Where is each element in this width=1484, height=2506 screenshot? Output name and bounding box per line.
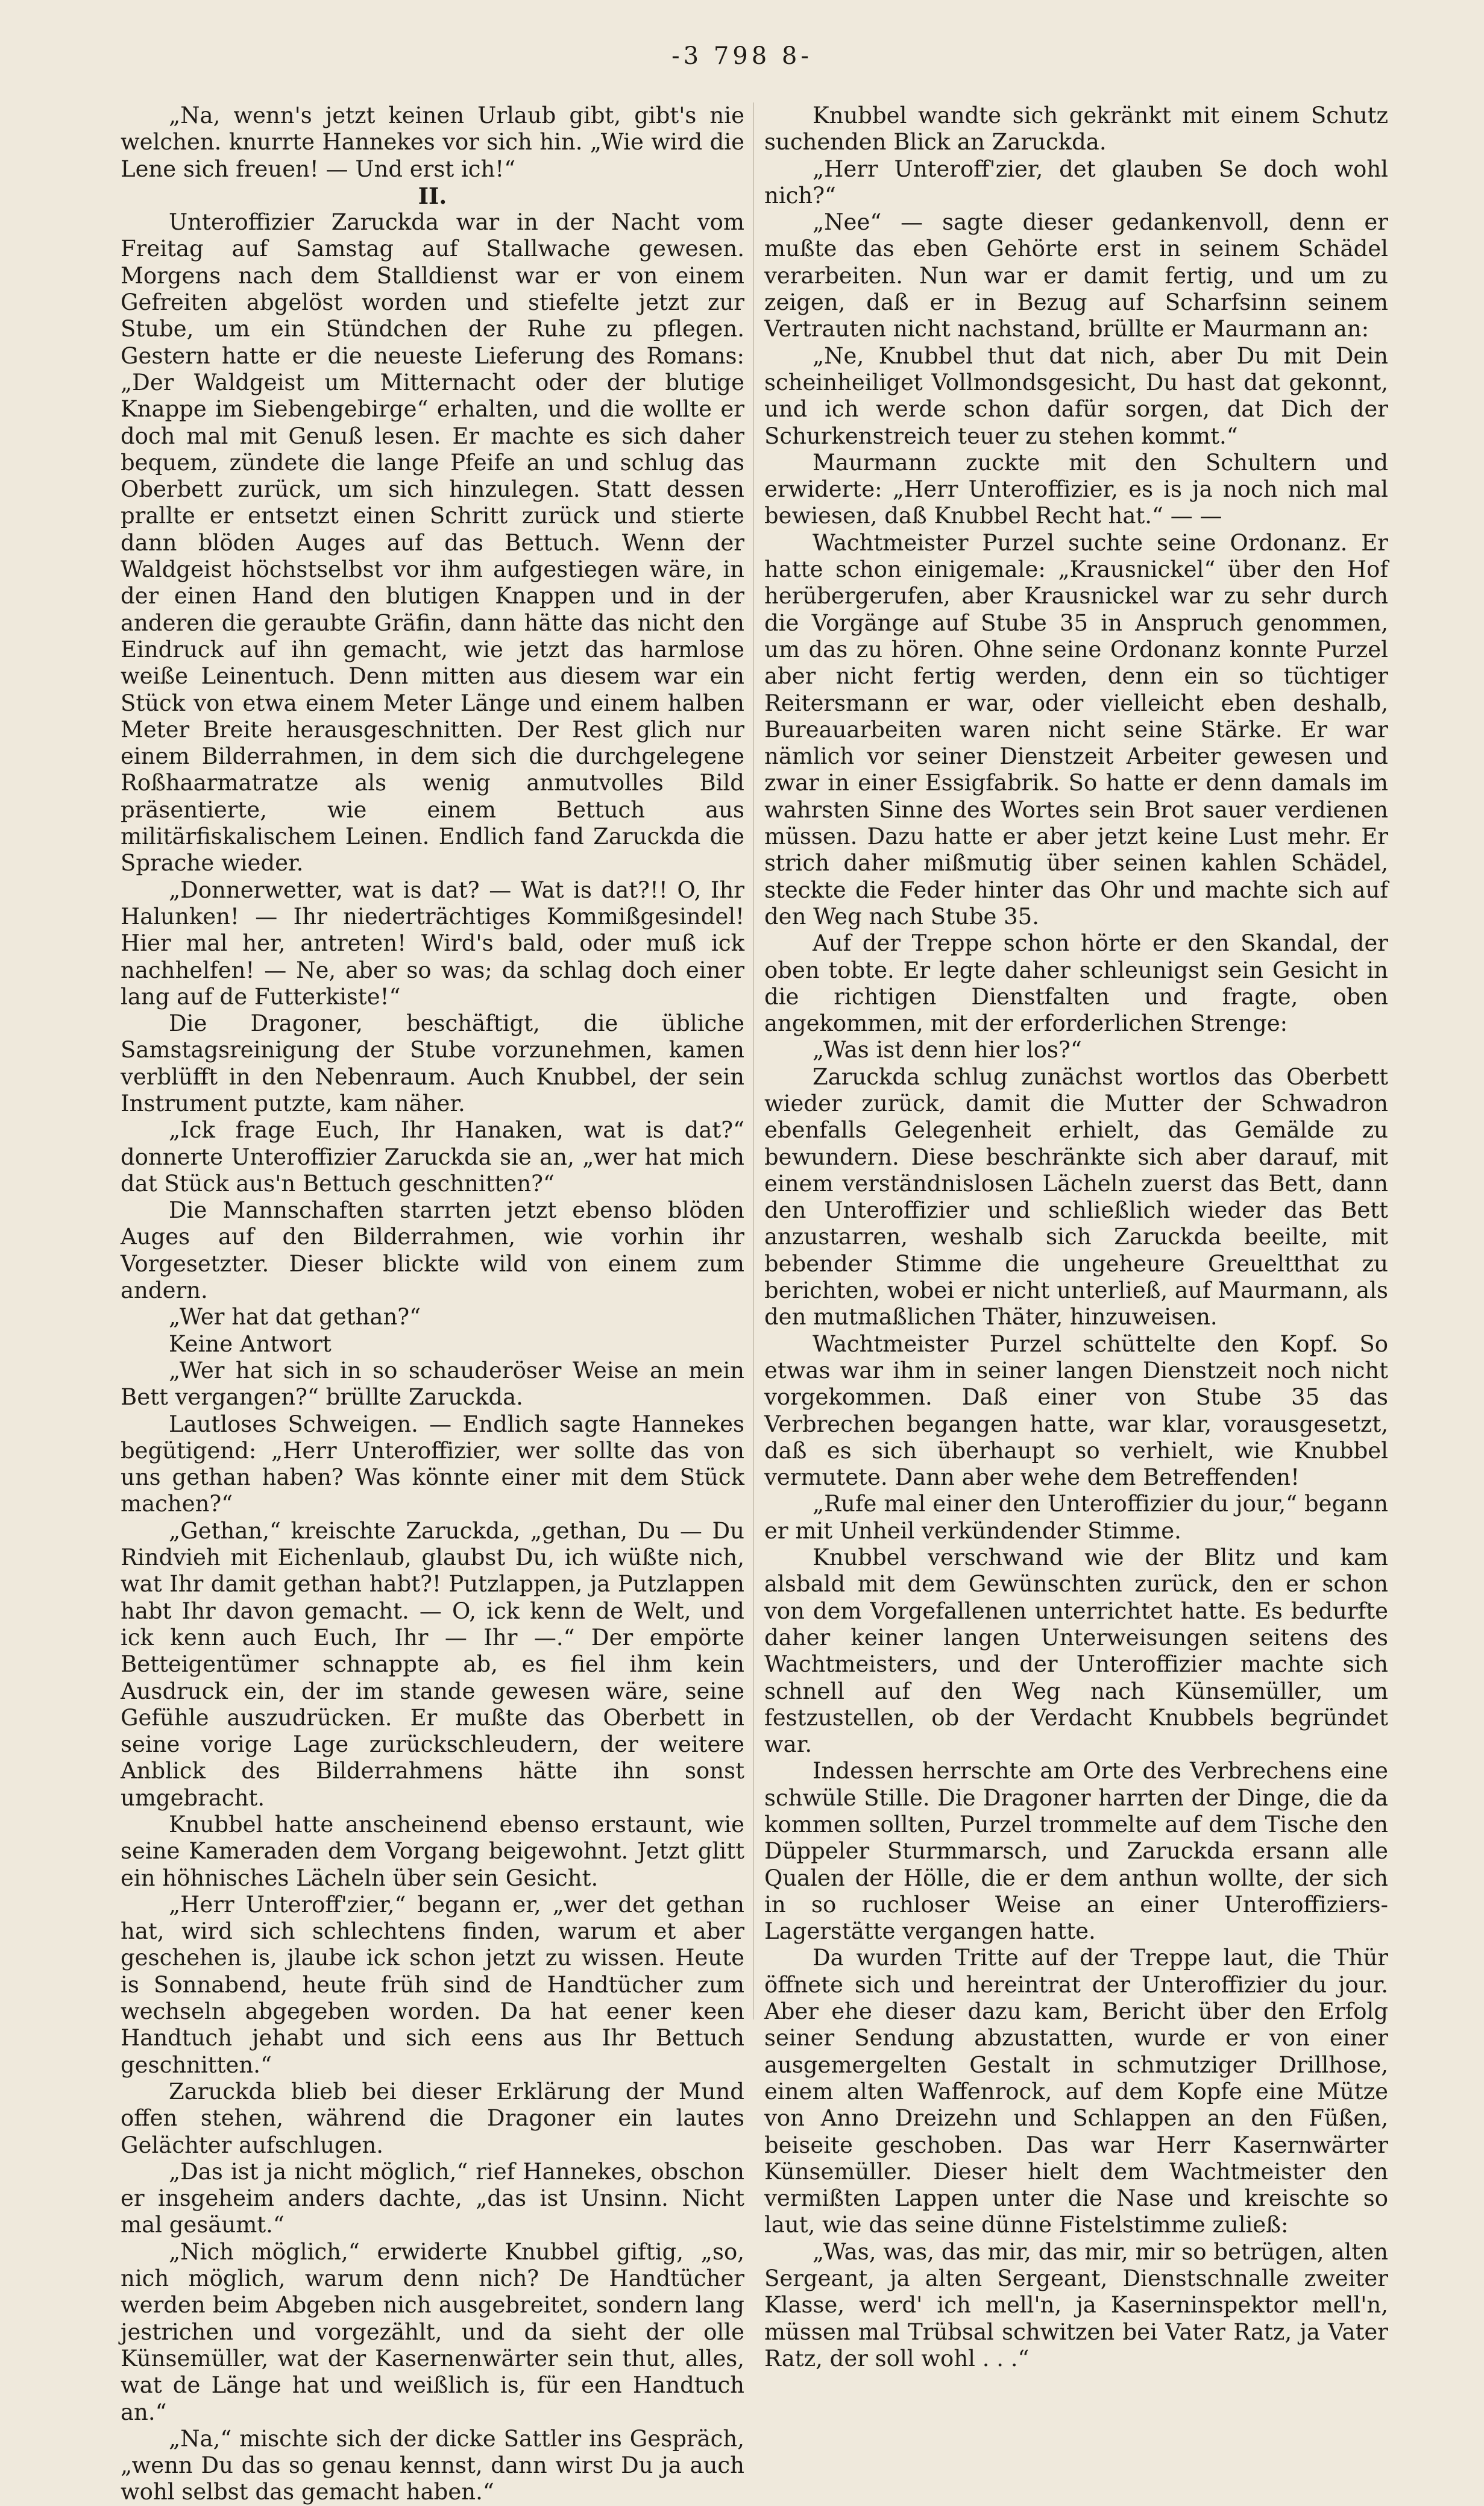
paragraph: „Gethan,“ kreischte Zaruckda, „gethan, Du — Du Rindvieh mit Eichenlaub, glaubst Du, ich wüßte nich, wat Ihr damit gethan habt?! Putzlappen, ja Putzlappen habt Ihr davon gemacht. — O, ick kenn de Welt, und ick kenn auch Euch, Ihr — Ihr —.“ Der empörte Betteigentümer schnappte ab, es fiel ihm kein Ausdruck ein, der im stande gewesen wäre, seine Gefühle auszudrücken. Er mußte das Oberbett in seine vorige Lage zurückschleudern, der weitere Anblick des Bilderrahmens hätte ihn sonst umgebracht. bbox=[121, 1517, 744, 1811]
paragraph: „Nee“ — sagte dieser gedankenvoll, denn er mußte das eben Gehörte erst in seinem Schädel verarbeiten. Nun war er damit fertig, und um zu zeigen, daß er in Bezug auf Scharfsinn seinem Vertrauten nicht nachstand, brüllte er Maurmann an: bbox=[764, 209, 1388, 342]
paragraph: „Rufe mal einer den Unteroffizier du jour,“ begann er mit Unheil verkündender Stimme. bbox=[764, 1491, 1388, 1544]
paragraph: Maurmann zuckte mit den Schultern und erwiderte: „Herr Unteroffizier, es is ja noch nich mal bewiesen, daß Knubbel Recht hat.“ — — bbox=[764, 449, 1388, 529]
paragraph: Die Dragoner, beschäftigt, die übliche Samstagsreinigung der Stube vorzunehmen, kamen verblüfft in den Nebenraum. Auch Knubbel, der sein Instrument putzte, kam näher. bbox=[121, 1010, 744, 1116]
paragraph: Wachtmeister Purzel suchte seine Ordonanz. Er hatte schon einigemale: „Krausnickel“ über den Hof herübergerufen, aber Krausnickel war zu sehr durch die Vorgänge auf Stube 35 in Anspruch genommen, um das zu hören. Ohne seine Ordonanz konnte Purzel aber nicht fertig werden, denn ein so tüchtiger Reitersmann er war, oder vielleicht eben deshalb, Bureauarbeiten waren nicht seine Stärke. Er war nämlich vor seiner Dienstzeit Arbeiter gewesen und zwar in einer Essigfabrik. So hatte er denn damals im wahrsten Sinne des Wortes sein Brot sauer verdienen müssen. Dazu hatte er aber jetzt keine Lust mehr. Er strich daher mißmutig über seinen kahlen Schädel, steckte die Feder hinter das Ohr und machte sich auf den Weg nach Stube 35. bbox=[764, 529, 1388, 930]
paragraph: Knubbel verschwand wie der Blitz und kam alsbald mit dem Gewünschten zurück, den er schon von dem Vorgefallenen unterrichtet hatte. Es bedurfte daher keiner langen Unterweisungen seitens des Wachtmeisters, und der Unteroffizier machte sich schnell auf den Weg nach Künsemüller, um festzustellen, ob der Verdacht Knubbels begründet war. bbox=[764, 1544, 1388, 1758]
paragraph: Lautloses Schweigen. — Endlich sagte Hannekes begütigend: „Herr Unteroffizier, wer sollte das von uns gethan haben? Was könnte einer mit dem Stück machen?“ bbox=[121, 1411, 744, 1517]
paragraph: Indessen herrschte am Orte des Verbrechens eine schwüle Stille. Die Dragoner harrten der Dinge, die da kommen sollten, Purzel trommelte auf dem Tische den Düppeler Sturmmarsch, und Zaruckda ersann alle Qualen der Hölle, die er dem anthun wollte, der sich in so ruchloser Weise an einer Unteroffiziers-Lagerstätte vergangen hatte. bbox=[764, 1758, 1388, 1945]
left-column bbox=[121, 102, 744, 2506]
right-column bbox=[764, 102, 1388, 2372]
paragraph: „Wer hat dat gethan?“ bbox=[169, 1304, 421, 1330]
paragraph: „Herr Unteroff'zier, det glauben Se doch wohl nich?“ bbox=[764, 156, 1388, 209]
paragraph: „Herr Unteroff'zier,“ begann er, „wer det gethan hat, wird sich schlechtens finden, warum et aber geschehen is, jlaube ick schon jetzt zu wissen. Heute is Sonnabend, heute früh sind de Handtücher zum wechseln abgegeben worden. Da hat eener keen Handtuch jehabt und sich eens aus Ihr Bettuch geschnitten.“ bbox=[121, 1891, 744, 2078]
paragraph: Knubbel hatte anscheinend ebenso erstaunt, wie seine Kameraden dem Vorgang beigewohnt. Jetzt glitt ein höhnisches Lächeln über sein Gesicht. bbox=[121, 1812, 744, 1891]
paragraph: „Nich möglich,“ erwiderte Knubbel giftig, „so, nich möglich, warum denn nich? De Handtücher werden beim Abgeben nich ausgebreitet, sondern lang jestrichen und vorgezählt, und da sieht der olle Künsemüller, wat der Kasernenwärter sein thut, alles, wat de Länge hat und weißlich is, für een Handtuch an.“ bbox=[121, 2238, 744, 2425]
paragraph: „Wer hat sich in so schauderöser Weise an mein Bett vergangen?“ brüllte Zaruckda. bbox=[121, 1357, 744, 1411]
paragraph: Zaruckda blieb bei dieser Erklärung der Mund offen stehen, während die Dragoner ein lautes Gelächter aufschlugen. bbox=[121, 2078, 744, 2158]
paragraph: Knubbel wandte sich gekränkt mit einem Schutz suchenden Blick an Zaruckda. bbox=[764, 102, 1388, 156]
paragraph: „Was ist denn hier los?“ bbox=[813, 1037, 1082, 1063]
paragraph: „Das ist ja nicht möglich,“ rief Hannekes, obschon er insgeheim anders dachte, „das ist Unsinn. Nicht mal gesäumt.“ bbox=[121, 2158, 744, 2238]
column-divider bbox=[753, 102, 754, 2020]
paragraph: „Na,“ mischte sich der dicke Sattler ins Gespräch, „wenn Du das so genau kennst, dann wirst Du ja auch wohl selbst das gemacht haben.“ bbox=[121, 2425, 744, 2505]
paragraph: Wachtmeister Purzel schüttelte den Kopf. So etwas war ihm in seiner langen Dienstzeit noch nicht vorgekommen. Daß einer von Stube 35 das Verbrechen begangen hatte, war klar, vorausgesetzt, daß es sich überhaupt so verhielt, wie Knubbel vermutete. Dann aber wehe dem Betreffenden! bbox=[764, 1330, 1388, 1491]
paragraph: Unteroffizier Zaruckda war in der Nacht vom Freitag auf Samstag auf Stallwache gewesen. Morgens nach dem Stalldienst war er von einem Gefreiten abgelöst worden und stiefelte jetzt zur Stube, um ein Stündchen der Ruhe zu pflegen. Gestern hatte er die neueste Lieferung des Romans: „Der Waldgeist um Mitternacht oder der blutige Knappe im Siebengebirge“ erhalten, und die wollte er doch mal mit Genuß lesen. Er machte es sich daher bequem, zündete die lange Pfeife an und schlug das Oberbett zurück, um sich hinzulegen. Statt dessen prallte er entsetzt einen Schritt zurück und stierte dann blöden Auges auf das Bettuch. Wenn der Waldgeist höchstselbst vor ihm aufgestiegen wäre, in der einen Hand den blutigen Knappen und in der anderen die geraubte Gräfin, dann hätte das nicht den Eindruck auf ihn gemacht, wie jetzt das harmlose weiße Leinentuch. Denn mitten aus diesem war ein Stück von etwa einem Meter Länge und einem halben Meter Breite herausgeschnitten. Der Rest glich nur einem Bilderrahmen, in dem sich die durchgelegene Roßhaarmatratze als wenig anmutvolles Bild präsentierte, wie einem Bettuch aus militärfiskalischem Leinen. Endlich fand Zaruckda die Sprache wieder. bbox=[121, 209, 744, 877]
paragraph: „Was, was, das mir, das mir, mir so betrügen, alten Sergeant, ja alten Sergeant, Dienstschnalle zweiter Klasse, werd' ich mell'n, ja Kaserninspektor mell'n, müssen mal Trübsal schwitzen bei Vater Ratz, ja Vater Ratz, der soll wohl . . .“ bbox=[764, 2238, 1388, 2372]
paragraph: „Ne, Knubbel thut dat nich, aber Du mit Dein scheinheiliget Vollmondsgesicht, Du hast dat gekonnt, und ich werde schon dafür sorgen, dat Dich der Schurkenstreich teuer zu stehen kommt.“ bbox=[764, 342, 1388, 449]
paragraph: Da wurden Tritte auf der Treppe laut, die Thür öffnete sich und hereintrat der Unteroffizier du jour. Aber ehe dieser dazu kam, Bericht über den Erfolg seiner Sendung abzustatten, wurde er von einer ausgemergelten Gestalt in schmutziger Drillhose, einem alten Waffenrock, auf dem Kopfe eine Mütze von Anno Dreizehn und Schlappen an den Füßen, beiseite geschoben. Das war Herr Kasernwärter Künsemüller. Dieser hielt dem Wachtmeister den vermißten Lappen unter die Nase und kreischte so laut, wie das seine dünne Fistelstimme zuließ: bbox=[764, 1945, 1388, 2238]
paragraph: Die Mannschaften starrten jetzt ebenso blöden Auges auf den Bilderrahmen, wie vorhin ihr Vorgesetzter. Dieser blickte wild von einem zum andern. bbox=[121, 1197, 744, 1304]
page-number: -3 798 8- bbox=[671, 42, 813, 70]
paragraph: „Donnerwetter, wat is dat? — Wat is dat?!! O, Ihr Halunken! — Ihr niederträchtiges Kommißgesindel! Hier mal her, antreten! Wird's bald, oder muß ick nachhelfen! — Ne, aber so was; da schlag doch einer lang auf de Futterkiste!“ bbox=[121, 877, 744, 1010]
section-heading: II. bbox=[418, 182, 447, 209]
paragraph: „Ick frage Euch, Ihr Hanaken, wat is dat?“ donnerte Unteroffizier Zaruckda sie an, „wer hat mich dat Stück aus'n Bettuch geschnitten?“ bbox=[121, 1117, 744, 1197]
paragraph: „Na, wenn's jetzt keinen Urlaub gibt, gibt's nie welchen. knurrte Hannekes vor sich hin. „Wie wird die Lene sich freuen! — Und erst ich!“ bbox=[121, 102, 744, 182]
paragraph: Zaruckda schlug zunächst wortlos das Oberbett wieder zurück, damit die Mutter der Schwadron ebenfalls Gelegenheit erhielt, das Gemälde zu bewundern. Diese beschränkte sich aber darauf, mit einem verständnislosen Lächeln zuerst das Bett, dann den Unteroffizier und schließlich wieder das Bett anzustarren, weshalb sich Zaruckda beeilte, mit bebender Stimme die ungeheure Greueltthat zu berichten, wobei er nicht unterließ, auf Maurmann, als den mutmaßlichen Thäter, hinzuweisen. bbox=[764, 1063, 1389, 1330]
paragraph: Keine Antwort bbox=[169, 1330, 332, 1357]
paragraph: Auf der Treppe schon hörte er den Skandal, der oben tobte. Er legte daher schleunigst sein Gesicht in die richtigen Dienstfalten und fragte, oben angekommen, mit der erforderlichen Strenge: bbox=[764, 930, 1388, 1037]
